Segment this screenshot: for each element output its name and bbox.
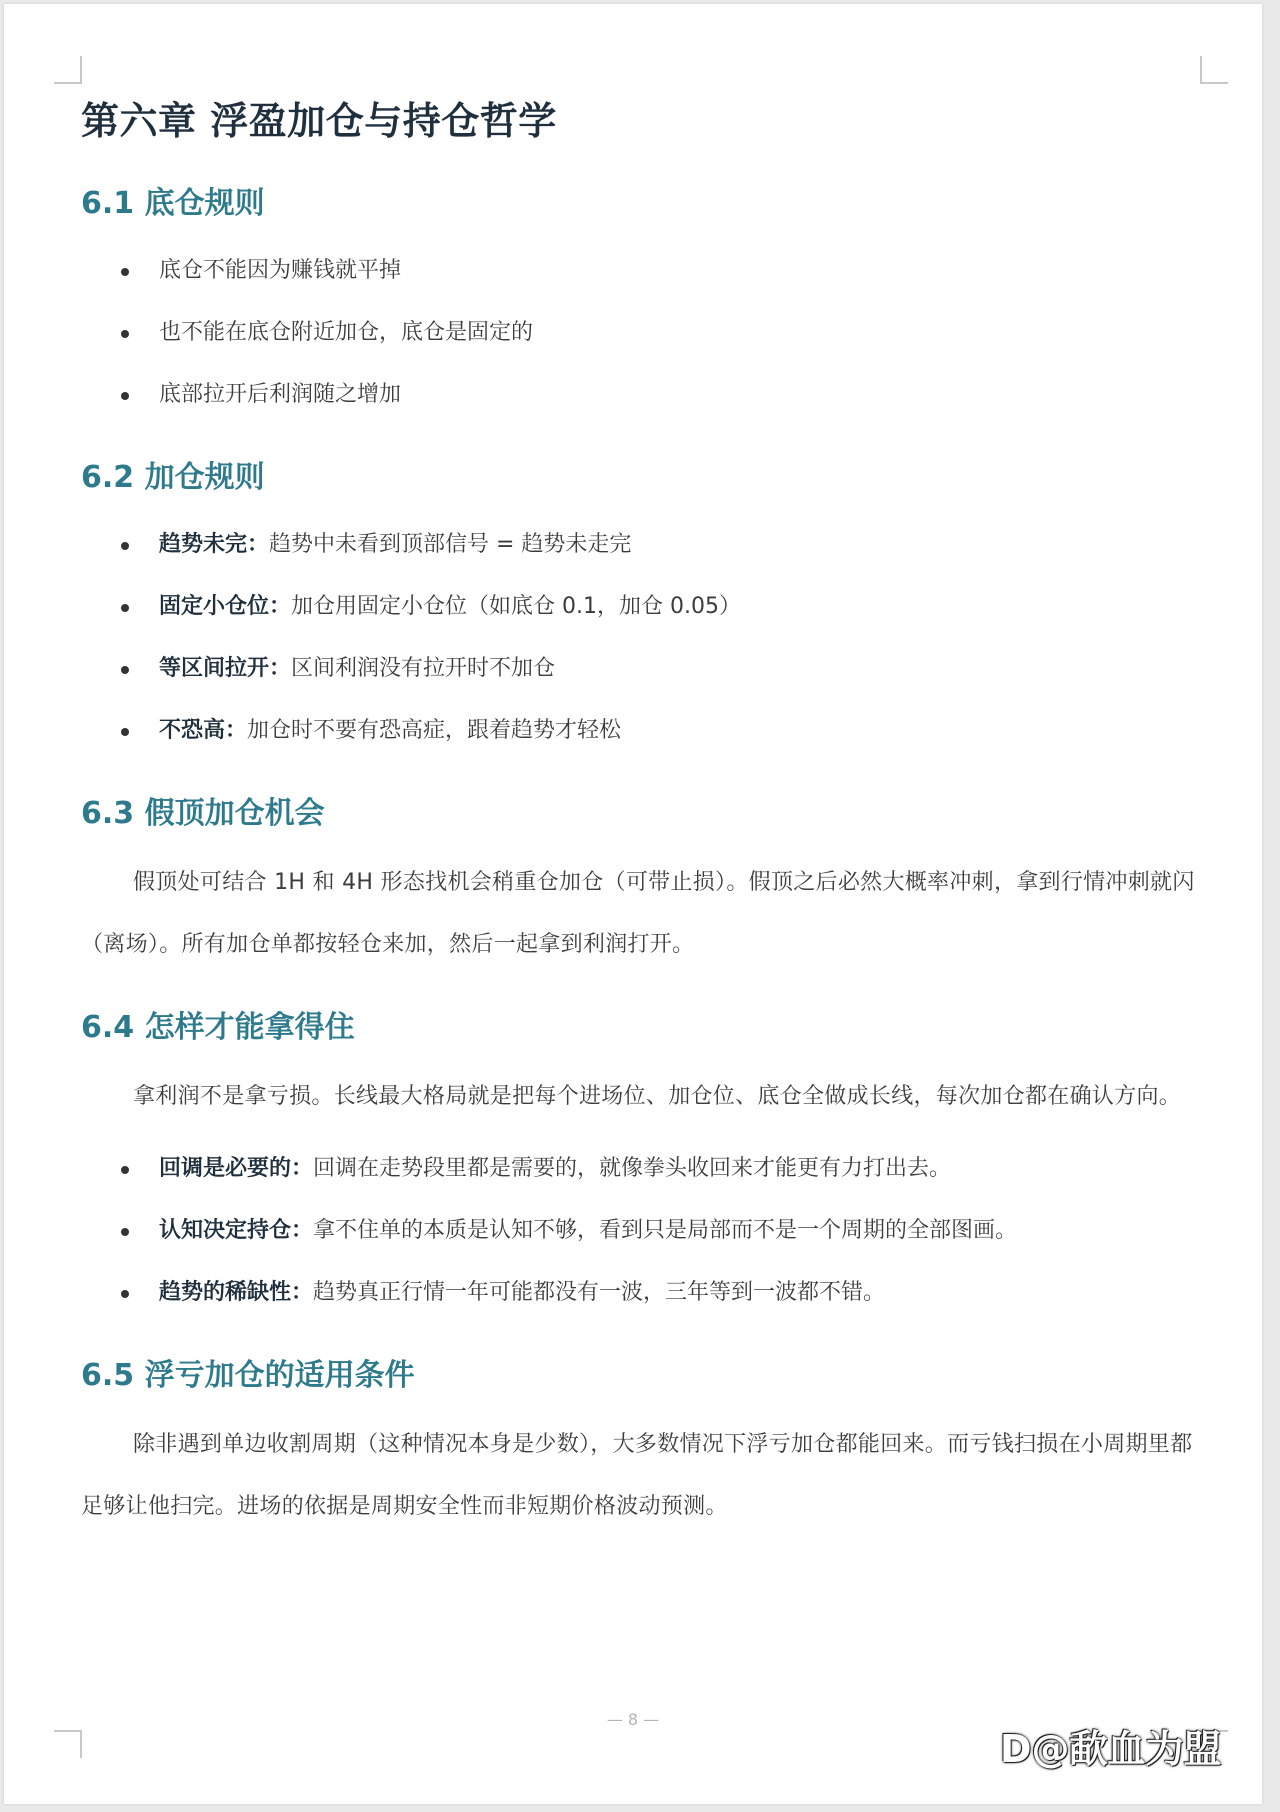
item-label: 趋势的稀缺性：	[159, 1280, 314, 1305]
bullet-icon	[121, 1228, 129, 1236]
list-item	[81, 700, 1206, 762]
bullet-icon	[121, 604, 129, 612]
item-text: 底部拉开后利润随之增加	[159, 382, 402, 407]
section-heading: 6.1 底仓规则	[81, 186, 265, 221]
bullet-icon	[121, 542, 129, 550]
section-6-2	[81, 452, 1206, 762]
item-label: 等区间拉开：	[159, 656, 292, 681]
item-text: 加仓时不要有恐高症，跟着趋势才轻松	[247, 718, 622, 743]
list-item	[81, 240, 1206, 302]
item-label: 趋势未完：	[159, 532, 270, 557]
bullet-icon	[121, 1290, 129, 1298]
list-item	[81, 364, 1206, 426]
document-content	[81, 90, 1206, 1538]
item-text: 底仓不能因为赚钱就平掉	[159, 258, 402, 283]
list-item	[81, 302, 1206, 364]
item-label: 回调是必要的：	[159, 1156, 314, 1181]
bullet-icon	[121, 1166, 129, 1174]
section-heading: 6.2 加仓规则	[81, 460, 265, 495]
crop-mark-bottom-left	[54, 1730, 82, 1758]
list-item	[81, 1262, 1206, 1324]
section-6-3	[81, 788, 1206, 976]
bullet-icon	[121, 392, 129, 400]
bullet-list	[81, 514, 1206, 762]
list-item	[81, 1138, 1206, 1200]
bullet-icon	[121, 666, 129, 674]
section-6-1	[81, 178, 1206, 426]
section-6-5	[81, 1350, 1206, 1538]
item-text: 趋势中未看到顶部信号 = 趋势未走完	[269, 532, 632, 557]
crop-mark-top-left	[54, 56, 82, 84]
crop-mark-top-right	[1200, 56, 1228, 84]
bullet-icon	[121, 728, 129, 736]
item-text: 回调在走势段里都是需要的，就像拳头收回来才能更有力打出去。	[313, 1156, 952, 1181]
bullet-icon	[121, 330, 129, 338]
list-item	[81, 1200, 1206, 1262]
watermark: D@歃血为盟	[1000, 1727, 1222, 1771]
item-text: 区间利润没有拉开时不加仓	[291, 656, 556, 681]
paragraph: 拿利润不是拿亏损。长线最大格局就是把每个进场位、加仓位、底仓全做成长线，每次加仓都在确认方向。	[133, 1084, 1182, 1109]
section-6-4	[81, 1002, 1206, 1324]
item-text: 也不能在底仓附近加仓，底仓是固定的	[159, 320, 534, 345]
page-number: — 8 —	[606, 1710, 660, 1729]
section-heading: 6.5 浮亏加仓的适用条件	[81, 1358, 415, 1393]
item-text: 趋势真正行情一年可能都没有一波，三年等到一波都不错。	[313, 1280, 886, 1305]
section-heading: 6.3 假顶加仓机会	[81, 796, 325, 831]
bullet-icon	[121, 268, 129, 276]
section-heading: 6.4 怎样才能拿得住	[81, 1010, 355, 1045]
item-text: 加仓用固定小仓位（如底仓 0.1，加仓 0.05）	[291, 594, 741, 619]
bullet-list	[81, 240, 1206, 426]
item-label: 不恐高：	[159, 718, 248, 743]
list-item	[81, 514, 1206, 576]
item-label: 固定小仓位：	[159, 594, 292, 619]
document-page	[4, 4, 1262, 1804]
list-item	[81, 576, 1206, 638]
item-label: 认知决定持仓：	[159, 1218, 314, 1243]
paragraph: 假顶处可结合 1H 和 4H 形态找机会稍重仓加仓（可带止损）。假顶之后必然大概率冲刺，拿到行情冲刺就闪（离场）。所有加仓单都按轻仓来加，然后一起拿到利润打开。	[81, 870, 1195, 957]
bullet-list	[81, 1138, 1206, 1324]
paragraph: 除非遇到单边收割周期（这种情况本身是少数），大多数情况下浮亏加仓都能回来。而亏钱扫损在小周期里都足够让他扫完。进场的依据是周期安全性而非短期价格波动预测。	[81, 1432, 1193, 1519]
item-text: 拿不住单的本质是认知不够，看到只是局部而不是一个周期的全部图画。	[313, 1218, 1018, 1243]
chapter-title: 第六章 浮盈加仓与持仓哲学	[81, 99, 557, 143]
list-item	[81, 638, 1206, 700]
